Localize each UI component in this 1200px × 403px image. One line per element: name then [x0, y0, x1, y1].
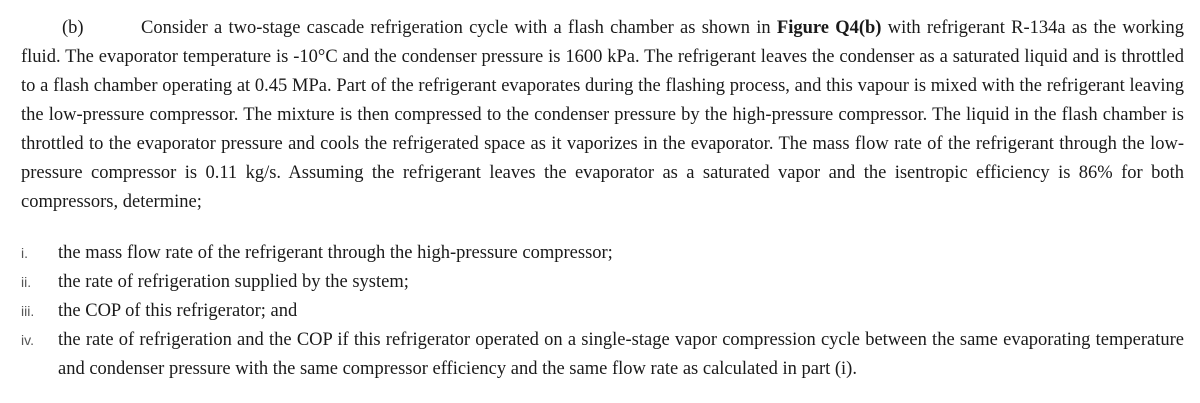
sub-question-item	[21, 297, 1184, 326]
sub-question-item	[21, 326, 1184, 384]
sub-question-marker: iii.	[21, 303, 35, 319]
sub-question-item	[21, 239, 1184, 268]
sub-question-item	[21, 268, 1184, 297]
sub-question-marker: ii.	[21, 274, 32, 290]
sub-question-text: the rate of refrigeration supplied by the system;	[58, 272, 409, 292]
part-label: (b)	[62, 18, 84, 38]
intro-text-before-figure: Consider a two-stage cascade refrigeration cycle with a flash chamber as shown in	[141, 18, 777, 38]
figure-reference: Figure Q4(b)	[776, 18, 882, 38]
intro-text-after-figure: with refrigerant R-134a as the working fluid. The evaporator temperature is -10°C and the condenser pressure is 1600 kPa. The refrigerant leaves the condenser as a saturated liquid and is throttled to a flash chamber operating at 0.45 MPa. Part of the refrigerant evaporates during the flashing process, and this vapour is mixed with the refrigerant leaving the low-pressure compressor. The mixture is then compressed to the condenser pressure by the high-pressure compressor. The liquid in the flash chamber is throttled to the evaporator pressure and cools the refrigerated space as it vaporizes in the evaporator. The mass flow rate of the refrigerant through the low-pressure compressor is 0.11 kg/s. Assuming the refrigerant leaves the evaporator as a saturated vapor and the isentropic efficiency is 86% for both compressors, determine;	[21, 18, 1184, 212]
question-intro-paragraph	[21, 14, 1184, 217]
sub-question-text: the mass flow rate of the refrigerant through the high-pressure compressor;	[58, 243, 613, 263]
question-block	[21, 14, 1184, 384]
sub-question-marker: iv.	[21, 332, 34, 348]
sub-question-list	[21, 239, 1184, 384]
sub-question-text: the rate of refrigeration and the COP if this refrigerator operated on a single-stage vapor compression cycle between the same evaporating temperature and condenser pressure with the same compressor efficiency and the same flow rate as calculated in part (i).	[58, 330, 1184, 379]
sub-question-text: the COP of this refrigerator; and	[58, 301, 298, 321]
sub-question-marker: i.	[21, 245, 28, 261]
